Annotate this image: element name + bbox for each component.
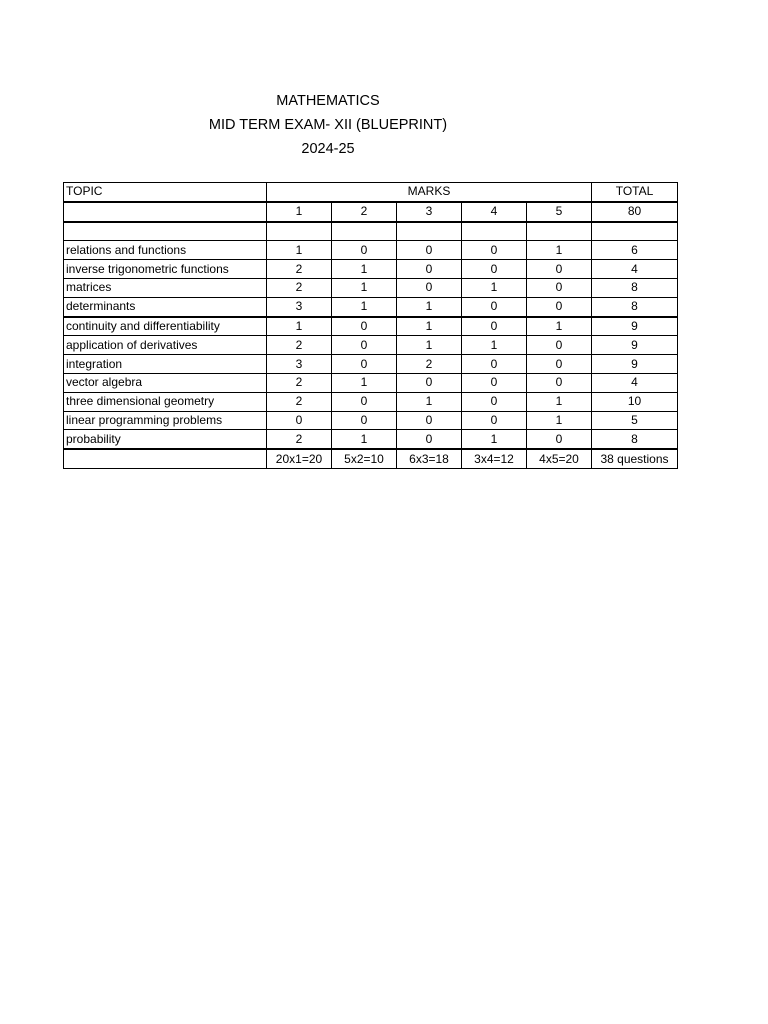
question-count: 3 [267,297,332,316]
topic-row [64,297,678,316]
topic-row [64,373,678,392]
question-count: 1 [462,336,527,355]
question-count: 0 [397,411,462,430]
topic-total: 4 [592,260,678,279]
topic-total: 9 [592,336,678,355]
total-header: TOTAL [592,183,678,202]
marks-summary: 5x2=10 [332,449,397,468]
spacer-row [64,222,678,241]
topic-name: inverse trigonometric functions [64,260,267,279]
marks-summary: 3x4=12 [462,449,527,468]
topic-name: matrices [64,278,267,297]
topic-row [64,278,678,297]
question-count: 0 [332,241,397,260]
subject-title: MATHEMATICS [276,93,380,109]
question-count: 0 [397,373,462,392]
mark-column-header: 5 [527,202,592,222]
marks-header: MARKS [267,183,592,202]
document-title [0,89,656,161]
question-count: 0 [397,241,462,260]
question-count: 0 [527,336,592,355]
topic-header: TOPIC [64,183,267,202]
topic-total: 8 [592,430,678,449]
question-count: 1 [397,297,462,316]
question-count: 0 [527,278,592,297]
question-count: 0 [397,278,462,297]
exam-title: MID TERM EXAM- XII (BLUEPRINT) [208,117,448,133]
question-count: 0 [527,260,592,279]
mark-values-row [64,202,678,222]
mark-column-header: 3 [397,202,462,222]
topic-name: application of derivatives [64,336,267,355]
topic-name: determinants [64,297,267,316]
topic-row [64,355,678,374]
total-questions: 38 questions [592,449,678,468]
total-marks: 80 [592,202,678,222]
question-count: 0 [462,297,527,316]
topic-row [64,336,678,355]
topic-total: 8 [592,297,678,316]
question-count: 0 [462,241,527,260]
mark-column-header: 1 [267,202,332,222]
question-count: 0 [332,392,397,411]
question-count: 1 [267,317,332,336]
topic-total: 5 [592,411,678,430]
question-count: 0 [527,355,592,374]
topic-total: 6 [592,241,678,260]
empty-cell [332,222,397,241]
mark-column-header: 4 [462,202,527,222]
empty-cell [64,449,267,468]
question-count: 2 [267,430,332,449]
topic-row [64,241,678,260]
empty-cell [592,222,678,241]
topic-name: integration [64,355,267,374]
question-count: 0 [462,260,527,279]
question-count: 2 [267,336,332,355]
topic-name: probability [64,430,267,449]
question-count: 0 [527,430,592,449]
marks-summary: 6x3=18 [397,449,462,468]
question-count: 2 [397,355,462,374]
summary-row [64,449,678,468]
question-count: 0 [527,297,592,316]
question-count: 1 [527,317,592,336]
question-count: 2 [267,278,332,297]
question-count: 3 [267,355,332,374]
marks-summary: 20x1=20 [267,449,332,468]
question-count: 0 [462,411,527,430]
question-count: 1 [332,260,397,279]
topic-row [64,430,678,449]
question-count: 1 [462,430,527,449]
question-count: 0 [462,392,527,411]
academic-year: 2024-25 [301,141,355,157]
topic-name: three dimensional geometry [64,392,267,411]
question-count: 0 [332,336,397,355]
question-count: 0 [462,355,527,374]
question-count: 1 [332,297,397,316]
empty-cell [397,222,462,241]
empty-cell [64,202,267,222]
empty-cell [64,222,267,241]
question-count: 1 [332,278,397,297]
question-count: 1 [462,278,527,297]
empty-cell [267,222,332,241]
topic-total: 8 [592,278,678,297]
topic-row [64,260,678,279]
question-count: 1 [397,392,462,411]
question-count: 2 [267,260,332,279]
question-count: 0 [527,373,592,392]
question-count: 1 [397,336,462,355]
question-count: 2 [267,373,332,392]
topic-name: vector algebra [64,373,267,392]
question-count: 0 [397,430,462,449]
marks-summary: 4x5=20 [527,449,592,468]
question-count: 0 [332,411,397,430]
question-count: 1 [527,241,592,260]
question-count: 0 [462,373,527,392]
question-count: 1 [332,430,397,449]
topic-name: continuity and differentiability [64,317,267,336]
topic-row [64,411,678,430]
question-count: 0 [462,317,527,336]
topic-total: 4 [592,373,678,392]
question-count: 1 [527,411,592,430]
question-count: 1 [332,373,397,392]
topic-row [64,317,678,336]
topic-name: relations and functions [64,241,267,260]
mark-column-header: 2 [332,202,397,222]
empty-cell [527,222,592,241]
question-count: 0 [397,260,462,279]
blueprint-table [63,182,678,469]
question-count: 1 [527,392,592,411]
topic-total: 9 [592,317,678,336]
question-count: 1 [397,317,462,336]
question-count: 0 [332,317,397,336]
topic-row [64,392,678,411]
question-count: 0 [267,411,332,430]
header-row [64,183,678,202]
topic-total: 9 [592,355,678,374]
topic-name: linear programming problems [64,411,267,430]
question-count: 0 [332,355,397,374]
question-count: 1 [267,241,332,260]
question-count: 2 [267,392,332,411]
empty-cell [462,222,527,241]
topic-total: 10 [592,392,678,411]
